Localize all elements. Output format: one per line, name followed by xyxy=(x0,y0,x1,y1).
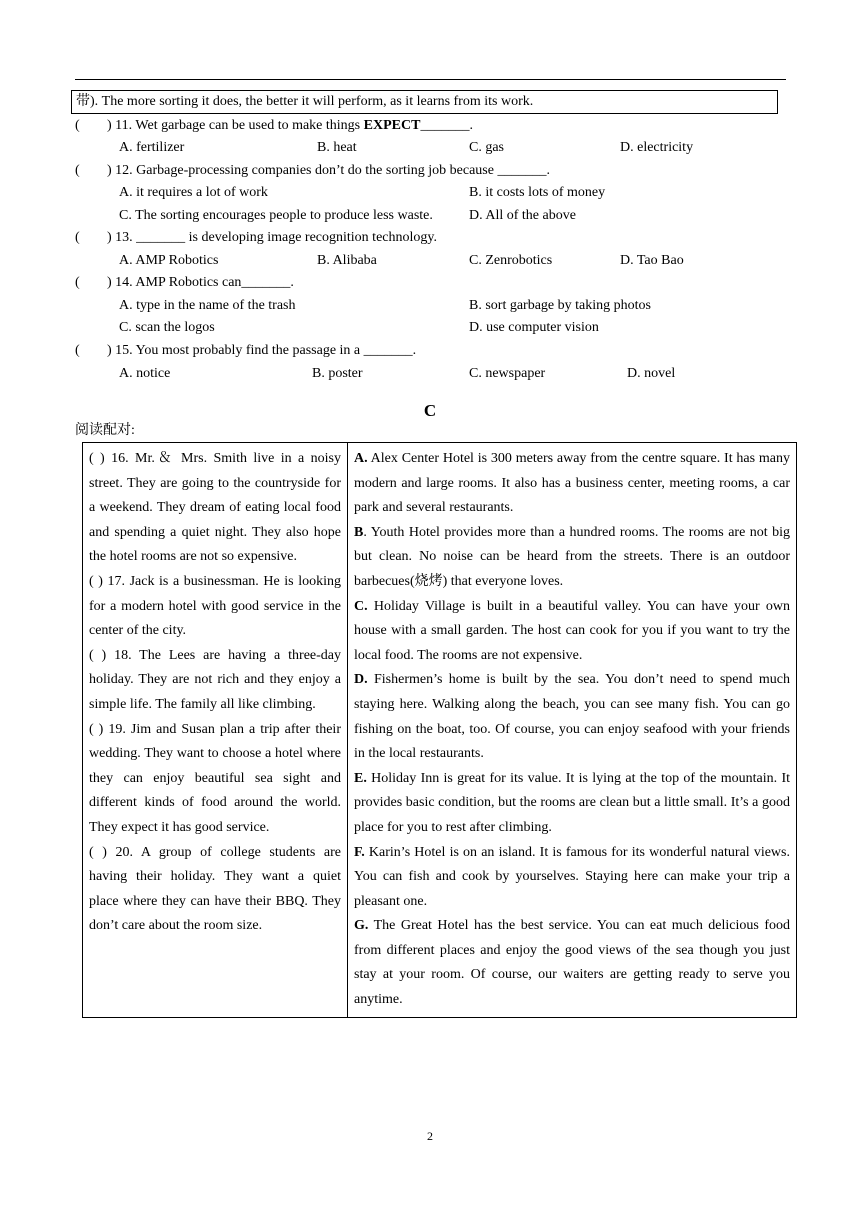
question-stem: ) 12. Garbage-processing companies don’t do the sorting job because _______. xyxy=(107,163,550,178)
hotel-item-f xyxy=(354,841,790,915)
hotel-description: Fishermen’s home is built by the sea. You don’t need to spend much staying here. Walking along the beach, you can see many fish. You can go fishing on the boat, too. Of course, you can enjoy seafood with your friends in the local restaurants. xyxy=(354,672,790,762)
people-column xyxy=(83,443,348,1018)
page-number: 2 xyxy=(427,1129,433,1143)
person-item-17: ( ) 17. Jack is a businessman. He is looking for a modern hotel with good service in the center of the city. xyxy=(89,573,341,639)
option-13-a: A. AMP Robotics xyxy=(119,253,219,268)
option-12-a: A. it requires a lot of work xyxy=(119,185,268,200)
header-rule xyxy=(75,79,786,80)
option-15-d: D. novel xyxy=(627,366,676,381)
hotel-item-c xyxy=(354,595,790,669)
person-item-19: ( ) 19. Jim and Susan plan a trip after their wedding. They want to choose a hotel where they can enjoy beautiful sea sight and different kinds of food around the world. They expect it has good service. xyxy=(89,721,341,835)
question-stem: ) 14. AMP Robotics can_______. xyxy=(107,275,294,290)
hotel-item-a xyxy=(354,447,790,521)
question-14 xyxy=(75,274,294,292)
hotel-description: The Great Hotel has the best service. You can eat much delicious food from different places and enjoy the good views of the sea though you just stay at your room. Of course, our waiters are getting ready to serve you anytime. xyxy=(354,918,790,1008)
hotel-letter: G. xyxy=(354,918,369,934)
option-11-a: A. fertilizer xyxy=(119,140,185,155)
answer-paren: ( xyxy=(75,230,80,245)
answer-paren: ( xyxy=(75,118,80,133)
option-14-d: D. use computer vision xyxy=(469,320,599,335)
hotel-description: Holiday Village is built in a beautiful valley. You can have your own house with a small garden. The host can cook for you if you want to try the local food. The rooms are not expensive. xyxy=(354,598,790,663)
answer-paren: ( xyxy=(75,163,80,178)
question-stem: ) 13. _______ is developing image recognition technology. xyxy=(107,230,437,245)
option-14-b: B. sort garbage by taking photos xyxy=(469,298,651,313)
hotels-column xyxy=(348,443,797,1018)
person-item-20: ( ) 20. A group of college students are having their holiday. They want a quiet place where they can have their BBQ. They don’t care about the room size. xyxy=(89,844,341,934)
passage-continuation-box: 带). The more sorting it does, the better it will perform, as it learns from its work. xyxy=(71,90,778,114)
option-13-c: C. Zenrobotics xyxy=(469,253,553,268)
answer-paren: ( xyxy=(75,275,80,290)
option-15-a: A. notice xyxy=(119,366,171,381)
option-12-c: C. The sorting encourages people to produce less waste. xyxy=(119,208,433,223)
section-title: C xyxy=(423,401,437,420)
option-15-c: C. newspaper xyxy=(469,366,546,381)
question-stem-emphasis: EXPECT xyxy=(363,118,421,133)
question-stem-blank: _______. xyxy=(420,118,473,133)
section-instruction: 阅读配对: xyxy=(75,423,135,438)
hotel-item-g xyxy=(354,914,790,1012)
hotel-letter: F. xyxy=(354,844,365,860)
question-stem: ) 11. Wet garbage can be used to make things xyxy=(107,118,364,133)
answer-paren: ( xyxy=(75,343,80,358)
hotel-letter: C. xyxy=(354,598,368,614)
question-stem: ) 15. You most probably find the passage in a _______. xyxy=(107,343,417,358)
hotel-letter: E. xyxy=(354,770,367,786)
question-11 xyxy=(75,117,473,135)
question-13 xyxy=(75,229,437,247)
matching-table xyxy=(82,442,797,1018)
question-12 xyxy=(75,162,550,180)
option-14-a: A. type in the name of the trash xyxy=(119,298,296,313)
option-13-d: D. Tao Bao xyxy=(620,253,684,268)
person-item-18: ( ) 18. The Lees are having a three-day holiday. They are not rich and they enjoy a simple life. The family all like climbing. xyxy=(89,647,341,712)
option-14-c: C. scan the logos xyxy=(119,320,215,335)
hotel-letter: A. xyxy=(354,451,368,466)
hotel-item-e xyxy=(354,767,790,841)
hotel-description: . Youth Hotel provides more than a hundred rooms. The rooms are not big but clean. No noise can be heard from the streets. There is an outdoor barbecues(烧烤) that everyone loves. xyxy=(354,524,790,589)
option-12-b: B. it costs lots of money xyxy=(469,185,606,200)
question-15 xyxy=(75,342,416,360)
hotel-item-d xyxy=(354,668,790,766)
person-item-16: ( ) 16. Mr.＆ Mrs. Smith live in a noisy street. They are going to the countryside for a weekend. They dream of eating local food and spending a quiet night. They also hope the hotel rooms are not so expensive. xyxy=(89,451,341,565)
hotel-item-b xyxy=(354,521,790,595)
option-11-b: B. heat xyxy=(317,140,357,155)
hotel-letter: B xyxy=(354,524,364,540)
option-12-d: D. All of the above xyxy=(469,208,576,223)
option-15-b: B. poster xyxy=(312,366,363,381)
option-11-d: D. electricity xyxy=(620,140,694,155)
hotel-description: Holiday Inn is great for its value. It is lying at the top of the mountain. It provides basic condition, but the rooms are clean but a little small. It’s a good place for you to rest after climbing. xyxy=(354,770,790,835)
hotel-description: Karin’s Hotel is on an island. It is famous for its wonderful natural views. You can fish and cook by yourselves. Staying here can make your trip a pleasant one. xyxy=(354,844,790,909)
hotel-description: Alex Center Hotel is 300 meters away from the centre square. It has many modern and large rooms. It also has a business center, meeting rooms, a car park and several restaurants. xyxy=(354,451,790,516)
option-13-b: B. Alibaba xyxy=(317,253,377,268)
option-11-c: C. gas xyxy=(469,140,504,155)
hotel-letter: D. xyxy=(354,672,368,688)
